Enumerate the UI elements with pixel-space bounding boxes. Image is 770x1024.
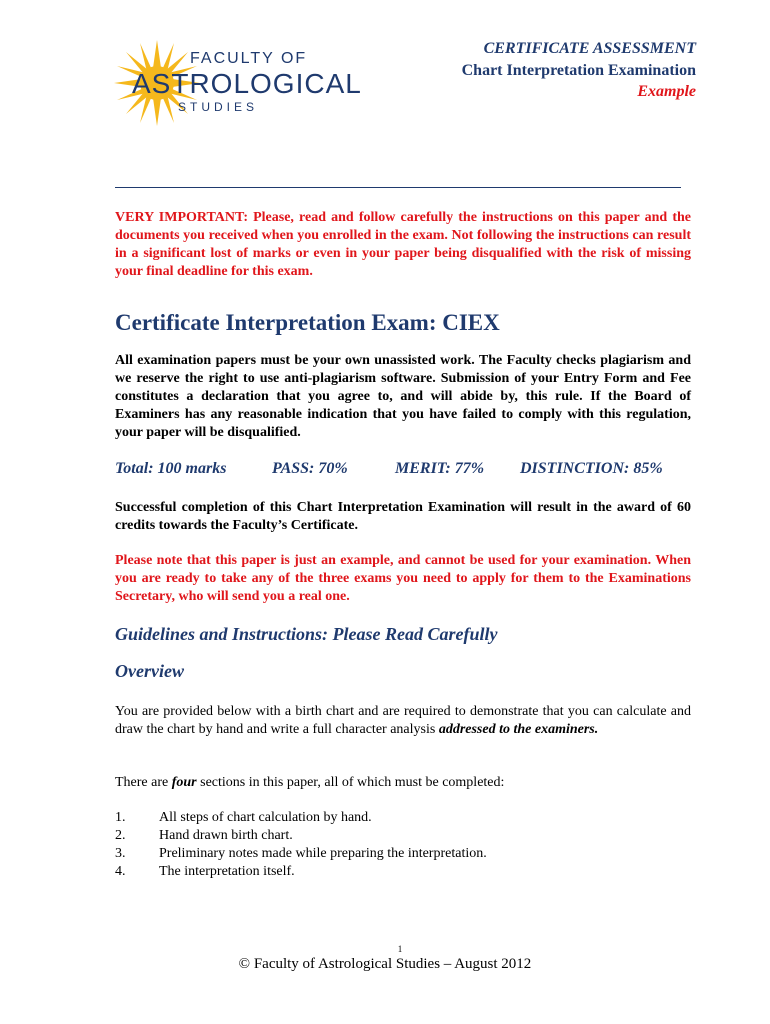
list-item bbox=[115, 863, 487, 881]
overview-text-main: You are provided below with a birth chart and are required to demonstrate that you can calculate and draw the chart by hand and write a full character analysis bbox=[115, 704, 691, 737]
header-example-label: Example bbox=[637, 83, 696, 100]
exam-title: Certificate Interpretation Exam: CIEX bbox=[115, 310, 500, 335]
sections-list bbox=[115, 809, 487, 881]
header-exam-name: Chart Interpretation Examination bbox=[461, 62, 696, 79]
credits-text: Successful completion of this Chart Interpretation Examination will result in the award of 60 credits towards the Faculty’s Certificate. bbox=[115, 500, 691, 533]
important-notice: VERY IMPORTANT: Please, read and follow carefully the instructions on this paper and the documents you received when you enrolled in the exam. Not following the instructions can result in a significant lost of marks or even in your paper being disqualified with the risk of missing your final deadline for this exam. bbox=[115, 210, 691, 279]
list-item-text: The interpretation itself. bbox=[159, 864, 295, 879]
faculty-logo bbox=[112, 38, 362, 128]
logo-text-studies: STUDIES bbox=[178, 100, 259, 114]
sections-text-after: sections in this paper, all of which must be completed: bbox=[196, 775, 505, 790]
list-item-text: Preliminary notes made while preparing the interpretation. bbox=[159, 846, 487, 861]
list-item-number: 1. bbox=[115, 810, 126, 825]
logo-text-faculty: FACULTY OF bbox=[190, 50, 308, 67]
header-divider bbox=[115, 187, 681, 188]
list-item-number: 2. bbox=[115, 828, 126, 843]
overview-text-emphasis: addressed to the examiners. bbox=[438, 722, 599, 737]
page-number: 1 bbox=[397, 944, 403, 954]
list-item-number: 3. bbox=[115, 846, 126, 861]
sections-text-before: There are bbox=[115, 775, 172, 790]
list-item bbox=[115, 845, 487, 863]
footer-copyright: © Faculty of Astrological Studies – August 2012 bbox=[238, 956, 532, 972]
overview-heading: Overview bbox=[115, 661, 184, 681]
marks-distinction: DISTINCTION: 85% bbox=[520, 460, 663, 477]
marks-merit: MERIT: 77% bbox=[395, 460, 485, 477]
example-note: Please note that this paper is just an example, and cannot be used for your examination. When you are ready to take any of the three exams you need to apply for them to the Examinations Secretary, who will send you a real one. bbox=[115, 553, 691, 604]
header-certificate-assessment: CERTIFICATE ASSESSMENT bbox=[483, 40, 696, 57]
list-item bbox=[115, 809, 487, 827]
sections-text bbox=[115, 774, 691, 792]
list-item-text: Hand drawn birth chart. bbox=[159, 828, 293, 843]
list-item-number: 4. bbox=[115, 864, 126, 879]
plagiarism-notice: All examination papers must be your own unassisted work. The Faculty checks plagiarism and we reserve the right to use anti-plagiarism software. Submission of your Entry Form and Fee constitutes a declaration that you agree to, and will abide by, this rule. If the Board of Examiners has any reasonable indication that you have failed to comply with this regulation, your paper will be disqualified. bbox=[115, 353, 691, 440]
marks-pass: PASS: 70% bbox=[272, 460, 348, 477]
list-item bbox=[115, 827, 487, 845]
list-item-text: All steps of chart calculation by hand. bbox=[159, 810, 372, 825]
logo-text-astrological: ASTROLOGICAL bbox=[132, 68, 362, 99]
overview-text bbox=[115, 703, 691, 739]
guidelines-heading: Guidelines and Instructions: Please Read Carefully bbox=[115, 624, 498, 644]
marks-total: Total: 100 marks bbox=[115, 460, 227, 477]
sections-text-emphasis: four bbox=[171, 775, 197, 790]
